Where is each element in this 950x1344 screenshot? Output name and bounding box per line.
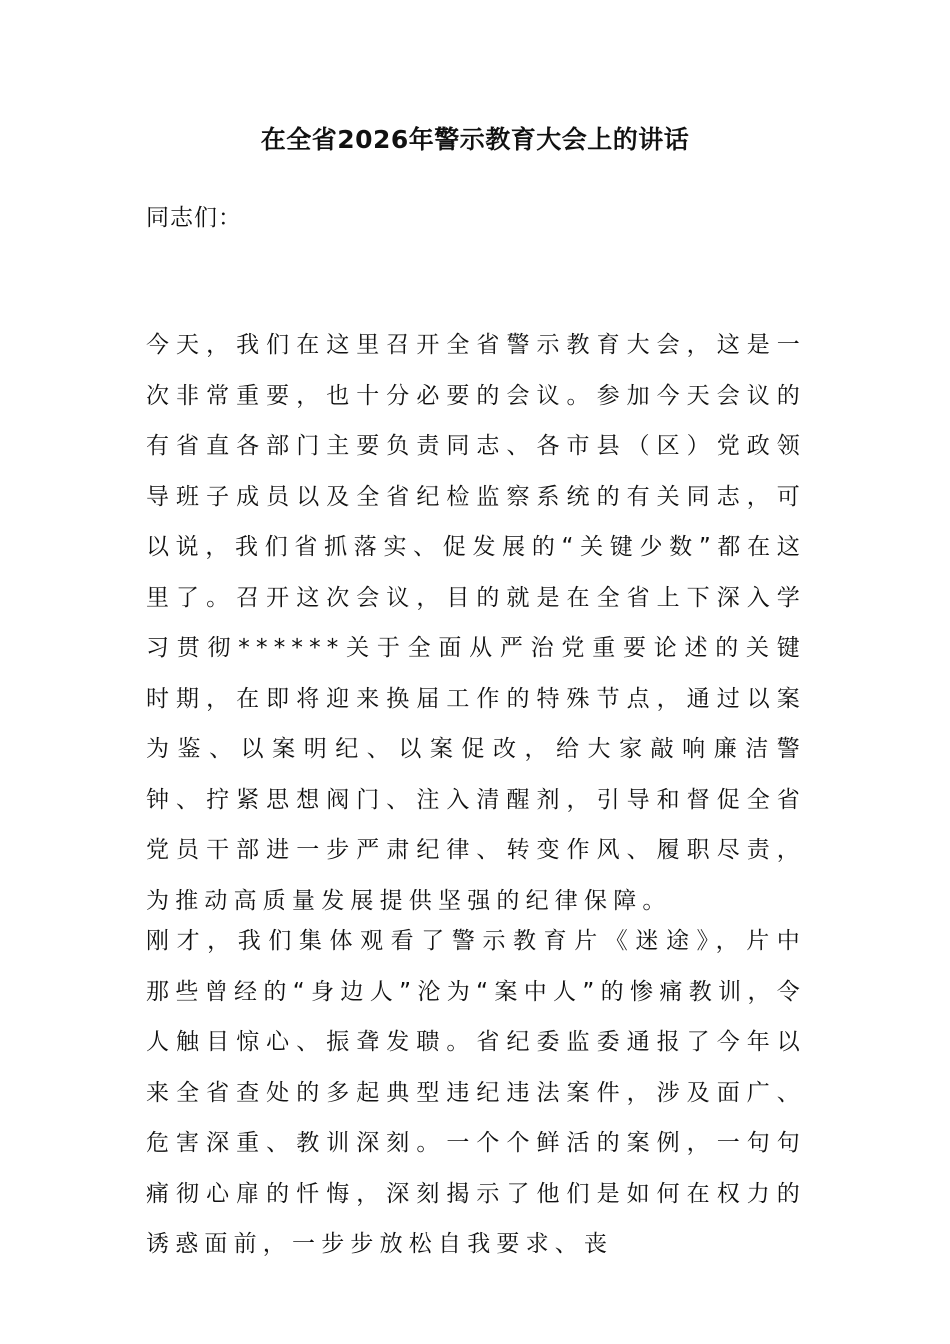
- paragraph-1: 今天，我们在这里召开全省警示教育大会，这是一次非常重要，也十分必要的会议。参加今天会议的有省直各部门主要负责同志、各市县（区）党政领导班子成员以及全省纪检监察系统的有关同志，可以说，我们省抓落实、促发展的“关键少数”都在这里了。召开这次会议，目的就是在全省上下深入学习贯彻******关于全面从严治党重要论述的关键时期，在即将迎来换届工作的特殊节点，通过以案为鉴、以案明纪、以案促改，给大家敲响廉洁警钟、拧紧思想阀门、注入清醒剂，引导和督促全省党员干部进一步严肃纪律、转变作风、履职尽责，为推动高质量发展提供坚强的纪律保障。: [146, 332, 806, 914]
- document-title: 在全省2026年警示教育大会上的讲话: [260, 125, 690, 154]
- paragraph-2: 刚才，我们集体观看了警示教育片《迷途》，片中那些曾经的“身边人”沦为“案中人”的惨痛教训，令人触目惊心、振聋发聩。省纪委监委通报了今年以来全省查处的多起典型违纪违法案件，涉及面广、危害深重、教训深刻。一个个鲜活的案例，一句句痛彻心扉的忏悔，深刻揭示了他们是如何在权力的诱惑面前，一步步放松自我要求、丧: [146, 928, 806, 1257]
- salutation: 同志们：: [146, 205, 242, 231]
